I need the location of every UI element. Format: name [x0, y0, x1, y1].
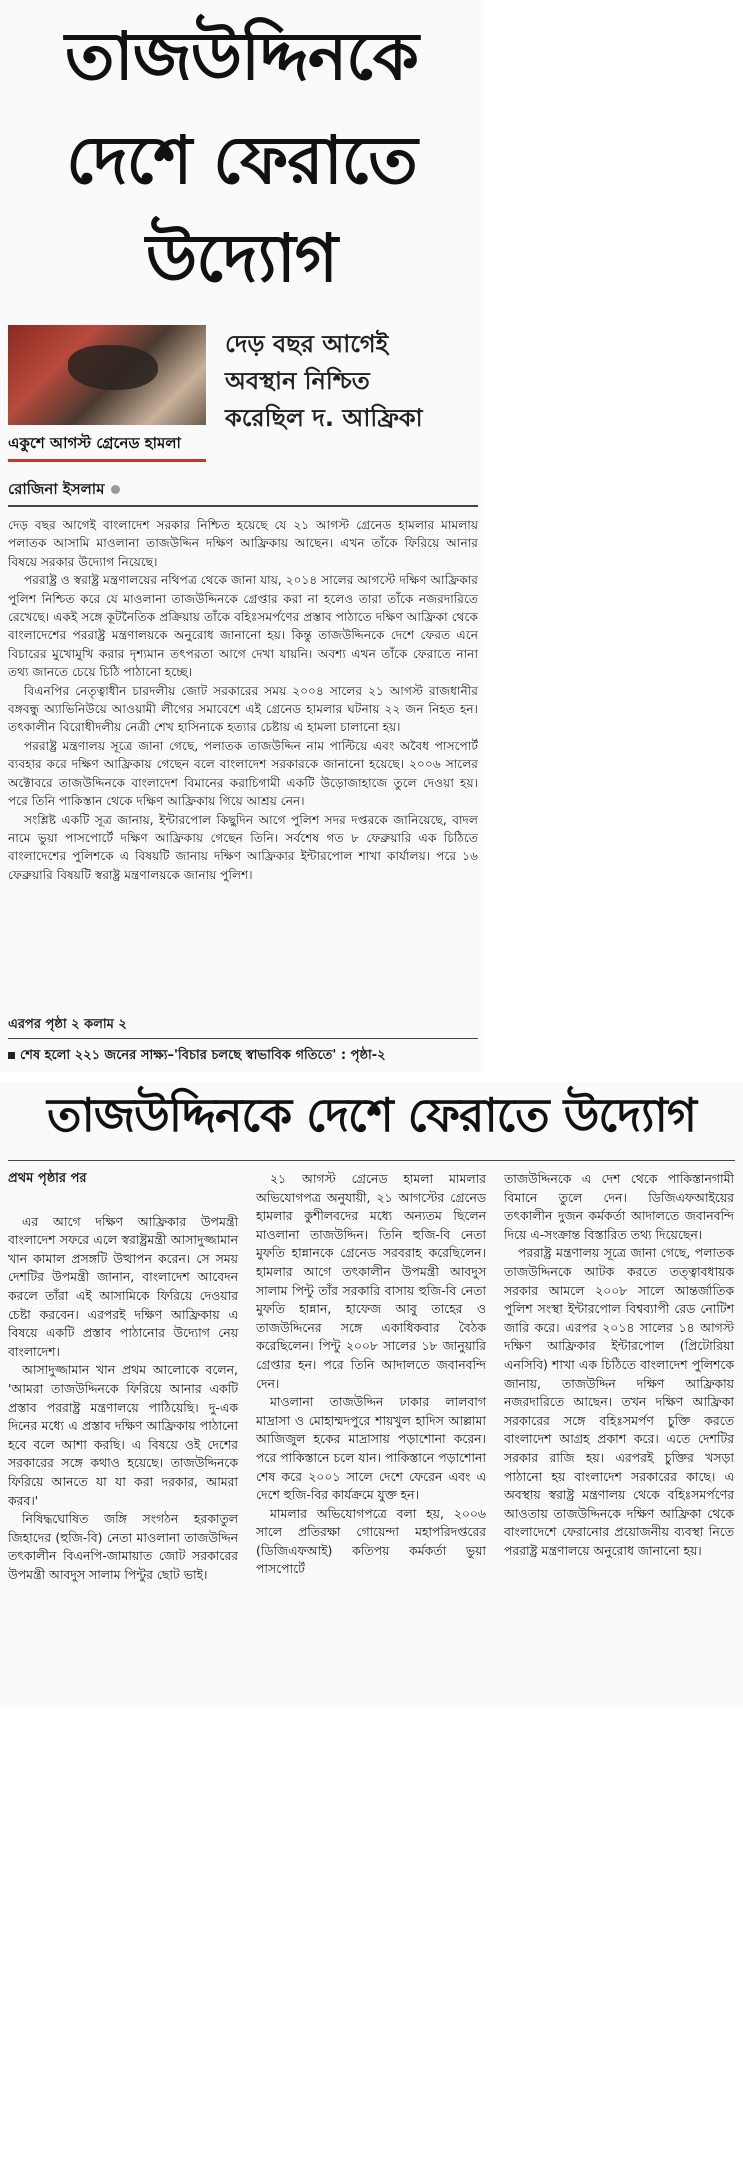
paragraph: নিষিদ্ধঘোষিত জঙ্গি সংগঠন হরকাতুল জিহাদের (হুজি-বি) নেতা মাওলানা তাজউদ্দিন তৎকালীন বিএনপি-জামায়াত জোট সরকারের উপমন্ত্রী আবদুস সালাম পিন্টুর ছোট ভাই।: [8, 1511, 238, 1582]
subheadline-line: করেছিল দ. আফ্রিকা: [225, 404, 423, 432]
subheadline-line: অবস্থান নিশ্চিত: [225, 367, 370, 395]
paragraph: ২১ আগস্ট গ্রেনেড হামলা মামলার অভিযোগপত্র অনুযায়ী, ২১ আগস্টের গ্রেনেড হামলার কুশীলবদের মধ্যে অন্যতম ছিলেন মাওলানা তাজউদ্দিন। তিনি হুজি-বি নেতা মুফতি হান্নানকে গ্রেনেড সরবরাহ করেছিলেন। হামলার আগে তৎকালীন উপমন্ত্রী আবদুস সালাম পিন্টু তাঁর সরকারি বাসায় হুজি-বি নেতা মুফতি হান্নান, হাফেজ আবু তাহের ও তাজউদ্দিনের সঙ্গে একাধিকবার বৈঠক করেছিলেন। পিন্টু ২০০৮ সালের ১৮ জানুয়ারি গ্রেপ্তার হন। পরে তিনি আদালতে জবানবন্দি দেন।: [256, 1171, 486, 1391]
paragraph: পররাষ্ট্র মন্ত্রণালয় সূত্রে জানা গেছে, পলাতক তাজউদ্দিন নাম পাল্টিয়ে এবং অবৈধ পাসপোর্ট ব্যবহার করে দক্ষিণ আফ্রিকায় গেছেন বলে বাংলাদেশ সরকারকে জানানো হয়েছে। ২০০৬ সালের অক্টোবরে তাজউদ্দিনকে বাংলাদেশ বিমানের করাচিগামী একটি উড়োজাহাজে তুলে দেওয়া হয়। পরে তিনি পাকিস্তান থেকে দক্ষিণ আফ্রিকায় গিয়ে আশ্রয় নেন।: [8, 738, 478, 809]
paragraph: দেড় বছর আগেই বাংলাদেশ সরকার নিশ্চিত হয়েছে যে ২১ আগস্ট গ্রেনেড হামলার মামলায় পলাতক আসামি মাওলানা তাজউদ্দিন দক্ষিণ আফ্রিকায় আছেন। এখন তাঁকে ফিরিয়ে আনার বিষয়ে সরকার উদ্যোগ নিয়েছে।: [8, 518, 478, 569]
front-page-clipping: [0, 0, 483, 1072]
divider: [8, 1160, 735, 1161]
continued-notice: এরপর পৃষ্ঠা ২ কলাম ২: [8, 1017, 127, 1032]
column-2: [256, 1170, 486, 1579]
paragraph: পররাষ্ট্র ও স্বরাষ্ট্র মন্ত্রণালয়ের নথিপত্র থেকে জানা যায়, ২০১৪ সালের আগস্টে দক্ষিণ আফ্রিকার পুলিশ নিশ্চিত করে যে মাওলানা তাজউদ্দিনকে গ্রেপ্তার করা না হলেও তারা তাঁকে নজরদারিতে রেখেছে। একই সঙ্গে কূটনৈতিক প্রক্রিয়ায় তাঁকে বহিঃসমর্পণের প্রস্তাব পাঠাতে দক্ষিণ আফ্রিকা থেকে বাংলাদেশের পররাষ্ট্র মন্ত্রণালয়কে অনুরোধ জানানো হয়। কিন্তু তাজউদ্দিনকে দেশে ফেরত এনে বিচারের মুখোমুখি করার দৃশ্যমান তৎপরতা আগে দেখা যায়নি। অবশ্য এখন তাঁকে ফেরাতে নানা তথ্য জানতে চেয়ে চিঠি পাঠানো হচ্ছে।: [8, 573, 478, 680]
continuation-headline: তাজউদ্দিনকে দেশে ফেরাতে উদ্যোগ: [47, 1088, 696, 1142]
byline: [8, 478, 120, 503]
subheadline-line: দেড় বছর আগেই: [225, 330, 389, 358]
author-name: রোজিনা ইসলাম: [8, 480, 105, 498]
subheadline: [225, 326, 475, 437]
divider: [8, 505, 478, 507]
related-teaser: [8, 1046, 386, 1067]
column-1: [8, 1170, 238, 1584]
photo-figure: [68, 345, 158, 390]
article-body: [8, 516, 478, 884]
paragraph: বিএনপির নেতৃত্বাধীন চারদলীয় জোট সরকারের সময় ২০০৪ সালের ২১ আগস্ট রাজধানীর বঙ্গবন্ধু অ্যাভিনিউয়ে আওয়ামী লীগের সমাবেশে এই গ্রেনেড হামলার ঘটনায় ২২ জন নিহত হন। তৎকালীন বিরোধীদলীয় নেত্রী শেখ হাসিনাকে হত্যার চেষ্টায় এ হামলা চালানো হয়।: [8, 683, 478, 735]
headline-line-1: তাজউদ্দিনকে: [65, 18, 418, 95]
paragraph: আসাদুজ্জামান খান প্রথম আলোকে বলেন, 'আমরা তাজউদ্দিনকে ফিরিয়ে আনার একটি প্রস্তাব পররাষ্ট্র মন্ত্রণালয়ে পাঠিয়েছি। দু-এক দিনের মধ্যে এ প্রস্তাব দক্ষিণ আফ্রিকায় পাঠানো হবে বলে আশা করছি। এ বিষয়ে ওই দেশের সরকারের সঙ্গে কথাও হয়েছে। তাজউদ্দিনকে ফিরিয়ে আনতে যা যা করা দরকার, আমরা করব।': [8, 1362, 238, 1508]
continuation-clipping: [0, 1082, 743, 1707]
paragraph: সংশ্লিষ্ট একটি সূত্র জানায়, ইন্টারপোল কিছুদিন আগে পুলিশ সদর দপ্তরকে জানিয়েছে, বাদল নামে ভুয়া পাসপোর্টে দক্ষিণ আফ্রিকায় গেছেন তিনি। সর্বশেষ গত ৮ ফেব্রুয়ারি এক চিঠিতে বাংলাদেশের পুলিশকে এ বিষয়টি জানায় দক্ষিণ আফ্রিকার ইন্টারপোল শাখা কার্যালয়। পরে ১৬ ফেব্রুয়ারি বিষয়টি স্বরাষ্ট্র মন্ত্রণালয়কে জানায় পুলিশ।: [8, 812, 478, 882]
paragraph: তাজউদ্দিনকে এ দেশ থেকে পাকিস্তানগামী বিমানে তুলে দেন। ডিজিএফআইয়ের তৎকালীন দুজন কর্মকর্তা আদালতে জবানবন্দি দিয়ে এ-সংক্রান্ত বিস্তারিত তথ্য দিয়েছেন।: [504, 1171, 734, 1242]
photo-caption: একুশে আগস্ট গ্রেনেড হামলা: [8, 432, 206, 462]
teaser-text: শেষ হলো ২২১ জনের সাক্ষ্য–'বিচার চলছে স্বাভাবিক গতিতে' : পৃষ্ঠা-২: [20, 1048, 386, 1063]
divider: [8, 1038, 478, 1039]
paragraph: এর আগে দক্ষিণ আফ্রিকার উপমন্ত্রী বাংলাদেশ সফরে এলে স্বরাষ্ট্রমন্ত্রী আসাদুজ্জামান খান কামাল প্রসঙ্গটি উত্থাপন করেন। সে সময় দেশটির উপমন্ত্রী জানান, বাংলাদেশ আবেদন করলে তাঁরা এই আসামিকে ফিরিয়ে দেওয়ার চেষ্টা করবেন। এরপরই দক্ষিণ আফ্রিকায় এ বিষয়ে একটি প্রস্তাব পাঠানোর উদ্যোগ নেয় বাংলাদেশ।: [8, 1213, 238, 1359]
bullet-icon: [111, 485, 120, 494]
square-bullet-icon: [8, 1052, 15, 1059]
from-first-page: প্রথম পৃষ্ঠার পর: [8, 1171, 87, 1186]
headline-line-2: দেশে ফেরাতে: [66, 122, 417, 199]
paragraph: মাওলানা তাজউদ্দিন ঢাকার লালবাগ মাদ্রাসা ও মোহাম্মদপুরে শায়খুল হাদিস আল্লামা আজিজুল হকের মাদ্রাসায় পড়াশোনা করেন। পরে পাকিস্তানে চলে যান। পাকিস্তানে পড়াশোনা শেষ করে ২০০১ সালে দেশে ফেরেন এবং এ দেশে হুজি-বির কার্যক্রমে যুক্ত হন।: [256, 1394, 486, 1503]
paragraph: মামলার অভিযোগপত্রে বলা হয়, ২০০৬ সালে প্রতিরক্ষা গোয়েন্দা মহাপরিদপ্তরের (ডিজিএফআই) কতিপয় কর্মকর্তা ভুয়া পাসপোর্টে: [256, 1505, 486, 1577]
grenade-attack-photo: [8, 325, 206, 425]
headline-line-3: উদ্যোগ: [145, 220, 338, 297]
paragraph: পররাষ্ট্র মন্ত্রণালয় সূত্রে জানা গেছে, পলাতক তাজউদ্দিনকে আটক করতে তত্ত্বাবধায়ক সরকার আমলে ২০০৮ সালে আন্তর্জাতিক পুলিশ সংস্থা ইন্টারপোল বিশ্বব্যাপী রেড নোটিশ জারি করে। এরপর ২০১৪ সালের ১৪ আগস্ট দক্ষিণ আফ্রিকার ইন্টারপোল (প্রিটোরিয়া এনসিবি) শাখা এক চিঠিতে বাংলাদেশ পুলিশকে জানায়, তাজউদ্দিন দক্ষিণ আফ্রিকায় নজরদারিতে আছেন। তখন দক্ষিণ আফ্রিকা সরকারের সঙ্গে বহিঃসমর্পণ চুক্তি করতে বাংলাদেশ আগ্রহ প্রকাশ করে। এতে দেশটির সরকার রাজি হয়। এরপরই চুক্তির খসড়া পাঠানো হয় বাংলাদেশ সরকারের কাছে। এ অবস্থায় স্বরাষ্ট্র মন্ত্রণালয় থেকে বহিঃসমর্পণের আওতায় তাজউদ্দিনকে দক্ষিণ আফ্রিকা থেকে বাংলাদেশে ফেরানোর প্রয়োজনীয় ব্যবস্থা নিতে পররাষ্ট্র মন্ত্রণালয়ে অনুরোধ জানানো হয়।: [504, 1245, 734, 1558]
column-3: [504, 1170, 734, 1560]
